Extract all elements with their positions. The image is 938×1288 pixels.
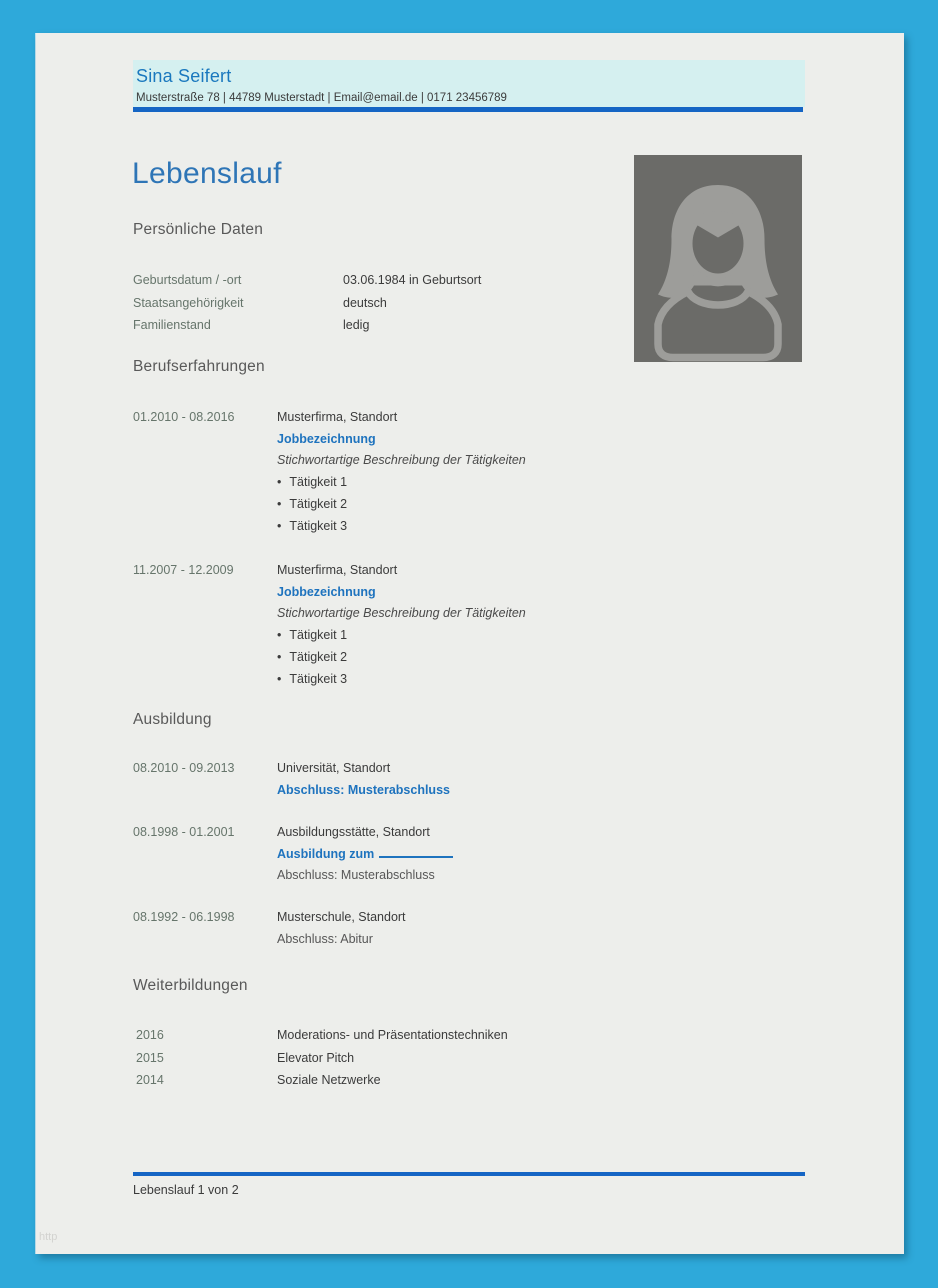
entry-body bbox=[277, 560, 526, 690]
entry-body bbox=[277, 758, 450, 801]
training-row bbox=[133, 1069, 508, 1092]
section-heading-experience: Berufserfahrungen bbox=[133, 358, 265, 375]
row-value: 03.06.1984 in Geburtsort bbox=[343, 273, 482, 287]
entry-degree-note: Abschluss: Abitur bbox=[277, 931, 373, 946]
entry-degree: Ausbildung zum bbox=[277, 846, 375, 861]
footer-rule bbox=[133, 1172, 805, 1176]
training-rows bbox=[133, 1024, 508, 1092]
row-value: deutsch bbox=[343, 295, 387, 310]
section-heading-education: Ausbildung bbox=[133, 711, 212, 728]
header-banner bbox=[133, 60, 805, 107]
entry-company: Musterfirma, Standort bbox=[277, 563, 398, 577]
task-item: • Tätigkeit 3 bbox=[277, 669, 526, 691]
education-entry-2 bbox=[133, 822, 453, 887]
task-item: • Tätigkeit 1 bbox=[277, 625, 526, 647]
row-value: ledig bbox=[343, 318, 370, 332]
entry-degree-line bbox=[277, 844, 453, 866]
header-rule bbox=[133, 107, 803, 112]
training-course: Soziale Netzwerke bbox=[277, 1073, 381, 1087]
entry-period: 08.1998 - 01.2001 bbox=[133, 825, 235, 839]
person-silhouette-icon bbox=[643, 176, 793, 362]
task-item: • Tätigkeit 1 bbox=[277, 472, 526, 494]
page-number: Lebenslauf 1 von 2 bbox=[133, 1183, 239, 1197]
section-heading-training: Weiterbildungen bbox=[133, 977, 248, 994]
personal-row-nationality bbox=[133, 292, 481, 315]
section-heading-personal: Persönliche Daten bbox=[133, 221, 264, 238]
entry-job-title: Jobbezeichnung bbox=[277, 431, 376, 446]
training-row bbox=[133, 1024, 508, 1047]
person-name: Sina Seifert bbox=[136, 66, 232, 86]
training-year: 2014 bbox=[136, 1073, 164, 1087]
entry-description: Stichwortartige Beschreibung der Tätigkeiten bbox=[277, 606, 526, 621]
personal-row-marital-status bbox=[133, 314, 481, 337]
contact-line: Musterstraße 78 | 44789 Musterstadt | Email@email.de | 0171 23456789 bbox=[136, 92, 507, 104]
entry-period: 01.2010 - 08.2016 bbox=[133, 410, 235, 424]
training-year: 2016 bbox=[136, 1028, 164, 1042]
personal-row-birth bbox=[133, 269, 481, 292]
training-course: Elevator Pitch bbox=[277, 1050, 355, 1065]
photo-placeholder bbox=[634, 155, 802, 362]
entry-company: Musterfirma, Standort bbox=[277, 410, 398, 424]
watermark-text: http bbox=[39, 1231, 58, 1243]
entry-degree: Abschluss: Musterabschluss bbox=[277, 782, 450, 797]
entry-institution: Universität, Standort bbox=[277, 761, 391, 775]
row-label: Familienstand bbox=[133, 318, 211, 332]
page-title: Lebenslauf bbox=[132, 157, 282, 190]
row-label: Staatsangehörigkeit bbox=[133, 295, 244, 310]
resume-page bbox=[36, 33, 904, 1254]
experience-entry-2 bbox=[133, 560, 526, 690]
entry-institution: Ausbildungsstätte, Standort bbox=[277, 825, 430, 839]
entry-degree-note: Abschluss: Musterabschluss bbox=[277, 868, 435, 883]
education-entry-3 bbox=[133, 907, 406, 950]
entry-task-list bbox=[277, 625, 526, 690]
entry-period: 08.1992 - 06.1998 bbox=[133, 910, 235, 924]
entry-body bbox=[277, 822, 453, 887]
entry-description: Stichwortartige Beschreibung der Tätigkeiten bbox=[277, 453, 526, 468]
entry-body bbox=[277, 407, 526, 537]
task-item: • Tätigkeit 2 bbox=[277, 647, 526, 669]
entry-institution: Musterschule, Standort bbox=[277, 910, 406, 924]
entry-task-list bbox=[277, 472, 526, 537]
entry-job-title: Jobbezeichnung bbox=[277, 584, 376, 599]
row-label: Geburtsdatum / -ort bbox=[133, 273, 242, 287]
training-row bbox=[133, 1047, 508, 1070]
training-year: 2015 bbox=[136, 1050, 164, 1065]
task-item: • Tätigkeit 2 bbox=[277, 494, 526, 516]
personal-data-rows bbox=[133, 269, 481, 337]
entry-body bbox=[277, 907, 406, 950]
task-item: • Tätigkeit 3 bbox=[277, 516, 526, 538]
entry-period: 08.2010 - 09.2013 bbox=[133, 761, 235, 775]
education-entry-1 bbox=[133, 758, 450, 801]
fill-in-blank-line bbox=[379, 856, 453, 858]
training-course: Moderations- und Präsentationstechniken bbox=[277, 1028, 508, 1042]
entry-period: 11.2007 - 12.2009 bbox=[133, 563, 234, 577]
experience-entry-1 bbox=[133, 407, 526, 537]
